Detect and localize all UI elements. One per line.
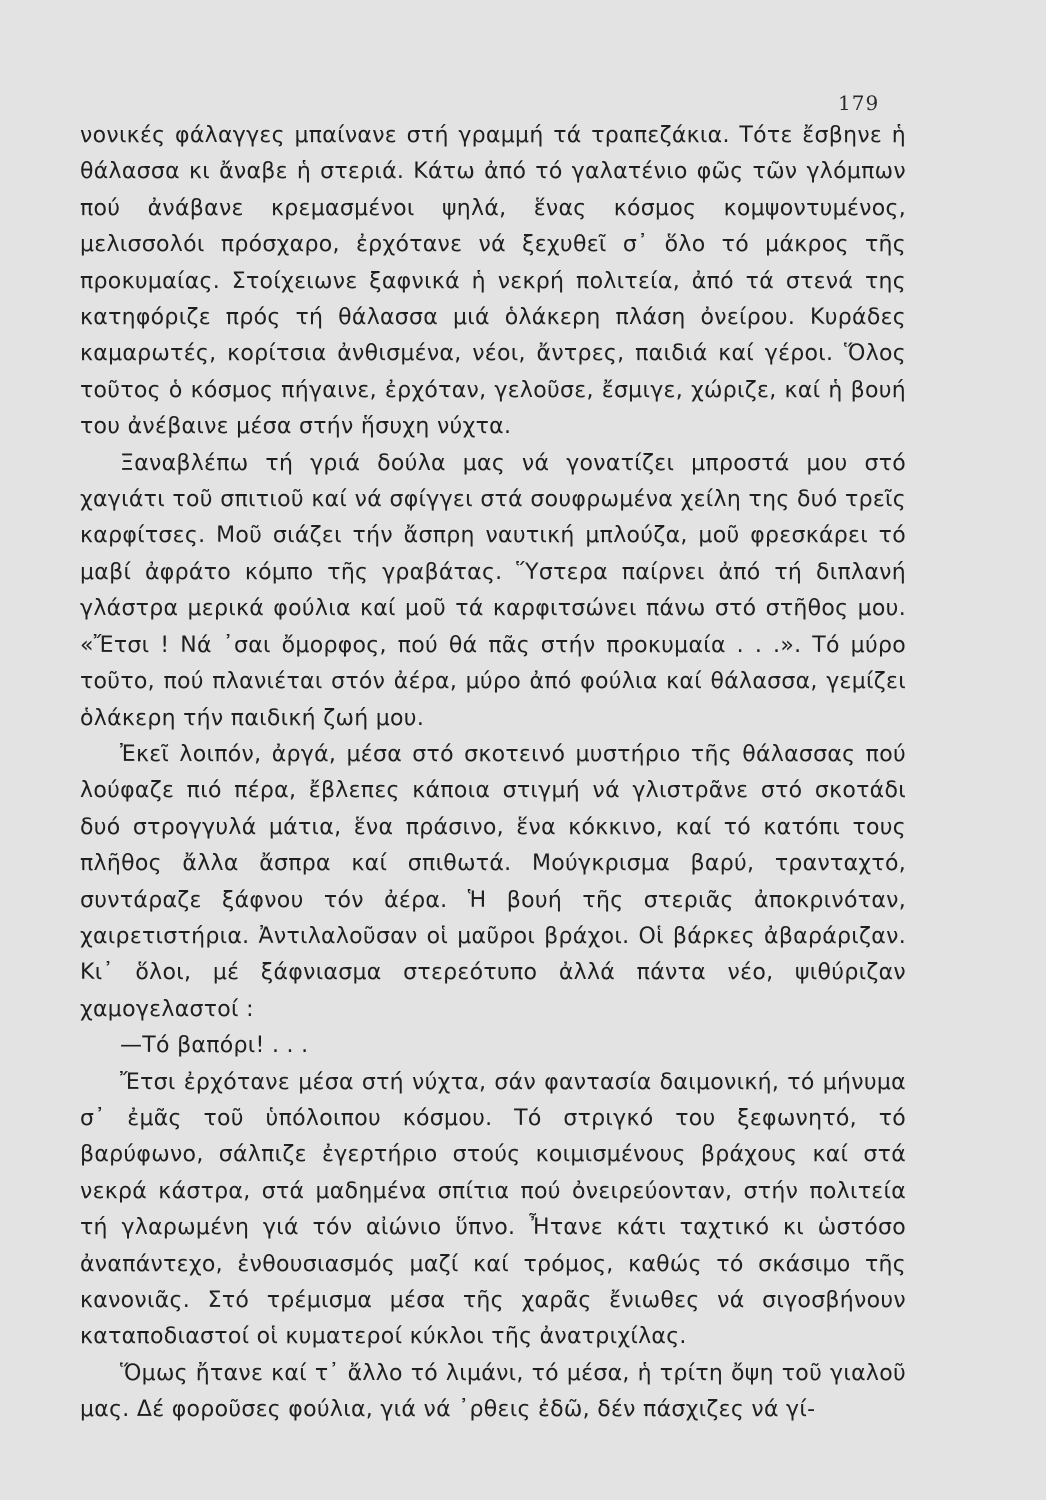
paragraph-4: Ἔτσι ἐρχότανε μέσα στή νύχτα, σάν φαντασία δαιμονική, τό μήνυμα σ᾽ ἐμᾶς τοῦ ὑπόλοιπου κόσμου. Τό στριγκό του ξεφωνητό, τό βαρύφωνο, σάλπιζε ἐγερτήριο στούς κοιμισμένους βράχους καί στά νεκρά κάστρα, στά μαδημένα σπίτια πού ὀνειρεύονταν, στήν πολιτεία τή γλαρωμένη γιά τόν αἰώνιο ὕπνο. Ἦτανε κάτι ταχτικό κι ὡστόσο ἀναπάντεχο, ἐνθουσιασμός μαζί καί τρόμος, καθώς τό σκάσιμο τῆς κανονιᾶς. Στό τρέμισμα μέσα τῆς χαρᾶς ἔνιωθες νά σιγοσβήνουν καταποδιαστοί οἱ κυματεροί κύκλοι τῆς ἀνατριχίλας. (80, 1069, 906, 1350)
paragraph-1: νονικές φάλαγγες μπαίνανε στή γραμμή τά τραπεζάκια. Τότε ἔσβηνε ἡ θάλασσα κι ἄναβε ἡ στεριά. Κάτω ἀπό τό γαλατένιο φῶς τῶν γλόμπων πού ἀνάβανε κρεμασμένοι ψηλά, ἕνας κόσμος κομψοντυμένος, μελισσολόι πρόσχαρο, ἐρχότανε νά ξεχυθεῖ σ᾽ ὅλο τό μάκρος τῆς προκυμαίας. Στοίχειωνε ξαφνικά ἡ νεκρή πολιτεία, ἀπό τά στενά της κατηφόριζε πρός τή θάλασσα μιά ὁλάκερη πλάση ὀνείρου. Κυράδες καμαρωτές, κορίτσια ἀνθισμένα, νέοι, ἄντρες, παιδιά καί γέροι. Ὅλος τοῦτος ὁ κόσμος πήγαινε, ἐρχόταν, γελοῦσε, ἔσμιγε, χώριζε, καί ἡ βουή του ἀνέβαινε μέσα στήν ἥσυχη νύχτα. (80, 123, 906, 440)
dialogue-line: —Τό βαπόρι! . . . (120, 1033, 309, 1059)
paragraph-3: Ἐκεῖ λοιπόν, ἀργά, μέσα στό σκοτεινό μυστήριο τῆς θάλασσας πού λούφαζε πιό πέρα, ἔβλεπες κάποια στιγμή νά γλιστρᾶνε στό σκοτάδι δυό στρογγυλά μάτια, ἕνα πράσινο, ἕνα κόκκινο, καί τό κατόπι τους πλῆθος ἄλλα ἄσπρα καί σπιθωτά. Μούγκρισμα βαρύ, τρανταχτό, συντάραζε ξάφνου τόν ἀέρα. Ἡ βουή τῆς στεριᾶς ἀποκρινόταν, χαιρετιστήρια. Ἀντιλαλοῦσαν οἱ μαῦροι βράχοι. Οἱ βάρκες ἀβαράριζαν. Κι᾽ ὅλοι, μέ ξάφνιασμα στερεότυπο ἀλλά πάντα νέο, ψιθύριζαν χαμογελαστοί : (80, 741, 906, 1022)
paragraph-5: Ὅμως ἤτανε καί τ᾽ ἄλλο τό λιμάνι, τό μέσα, ἡ τρίτη ὄψη τοῦ γιαλοῦ μας. Δέ φοροῦσες φούλια, γιά νά ᾽ρθεις ἐδῶ, δέν πάσχιζες νά γί- (80, 1360, 906, 1423)
page-number: 179 (838, 91, 880, 115)
paragraph-2: Ξαναβλέπω τή γριά δούλα μας νά γονατίζει μπροστά μου στό χαγιάτι τοῦ σπιτιοῦ καί νά σφίγγει στά σουφρωμένα χείλη της δυό τρεῖς καρφίτσες. Μοῦ σιάζει τήν ἄσπρη ναυτική μπλούζα, μοῦ φρεσκάρει τό μαβί ἀφράτο κόμπο τῆς γραβάτας. Ὕστερα παίρνει ἀπό τή διπλανή γλάστρα μερικά φούλια καί μοῦ τά καρφιτσώνει πάνω στό στῆθος μου. «Ἔτσι ! Νά ᾽σαι ὄμορφος, πού θά πᾶς στήν προκυμαία . . .». Τό μύρο τοῦτο, πού πλανιέται στόν ἀέρα, μύρο ἀπό φούλια καί θάλασσα, γεμίζει ὁλάκερη τήν παιδική ζωή μου. (80, 450, 906, 731)
body-text (80, 118, 906, 1429)
